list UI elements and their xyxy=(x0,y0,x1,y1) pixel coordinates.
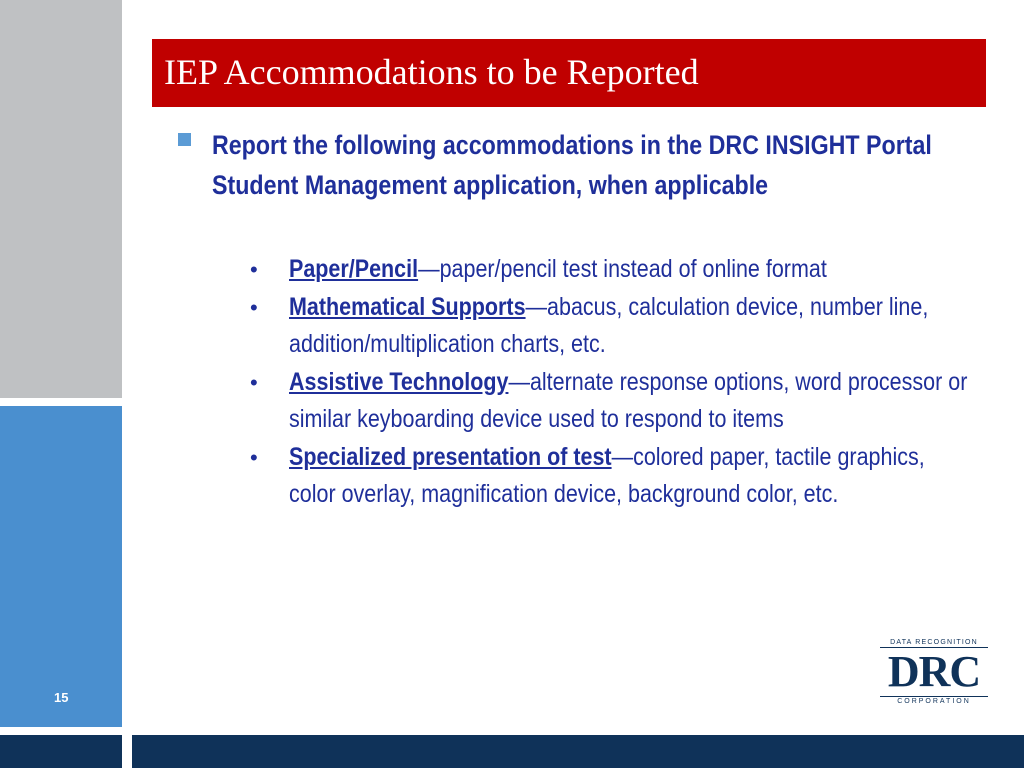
bullet-dot-icon: • xyxy=(250,257,258,282)
list-item xyxy=(250,289,970,364)
main-bullet xyxy=(178,125,958,205)
footer-bar xyxy=(132,735,1024,768)
title-bar xyxy=(152,39,986,107)
footer-bar-left xyxy=(0,735,122,768)
bullet-dot-icon: • xyxy=(250,294,258,320)
item-description: —paper/pencil test instead of online format xyxy=(418,255,827,283)
slide-title: IEP Accommodations to be Reported xyxy=(164,52,699,92)
item-description: —colored paper, tactile graphics, color overlay, magnification device, background color, etc. xyxy=(289,442,925,508)
accommodation-list xyxy=(250,251,970,514)
list-item xyxy=(250,439,970,514)
item-term: Paper/Pencil xyxy=(289,255,419,283)
list-item xyxy=(250,364,970,439)
logo-top-text: DATA RECOGNITION xyxy=(880,638,988,648)
slide-number: 15 xyxy=(54,690,69,705)
item-description: —abacus, calculation device, number line, addition/multiplication charts, etc. xyxy=(289,292,929,358)
square-bullet-icon xyxy=(178,133,191,146)
list-item xyxy=(250,251,970,289)
bullet-dot-icon: • xyxy=(250,369,258,395)
main-bullet-text: Report the following accommodations in the DRC INSIGHT Portal Student Management application, when applicable xyxy=(212,130,932,200)
logo-bottom-text: CORPORATION xyxy=(880,696,988,706)
item-term: Mathematical Supports xyxy=(289,292,526,321)
sidebar-gray-panel xyxy=(0,0,122,398)
item-description: —alternate response options, word processor or similar keyboarding device used to respond to items xyxy=(289,367,968,433)
logo-main-text: DRC xyxy=(887,647,981,696)
item-term: Specialized presentation of test xyxy=(289,442,612,471)
drc-logo xyxy=(880,638,990,708)
bullet-dot-icon: • xyxy=(250,444,258,470)
item-term: Assistive Technology xyxy=(289,367,509,396)
sidebar-blue-panel xyxy=(0,406,122,727)
